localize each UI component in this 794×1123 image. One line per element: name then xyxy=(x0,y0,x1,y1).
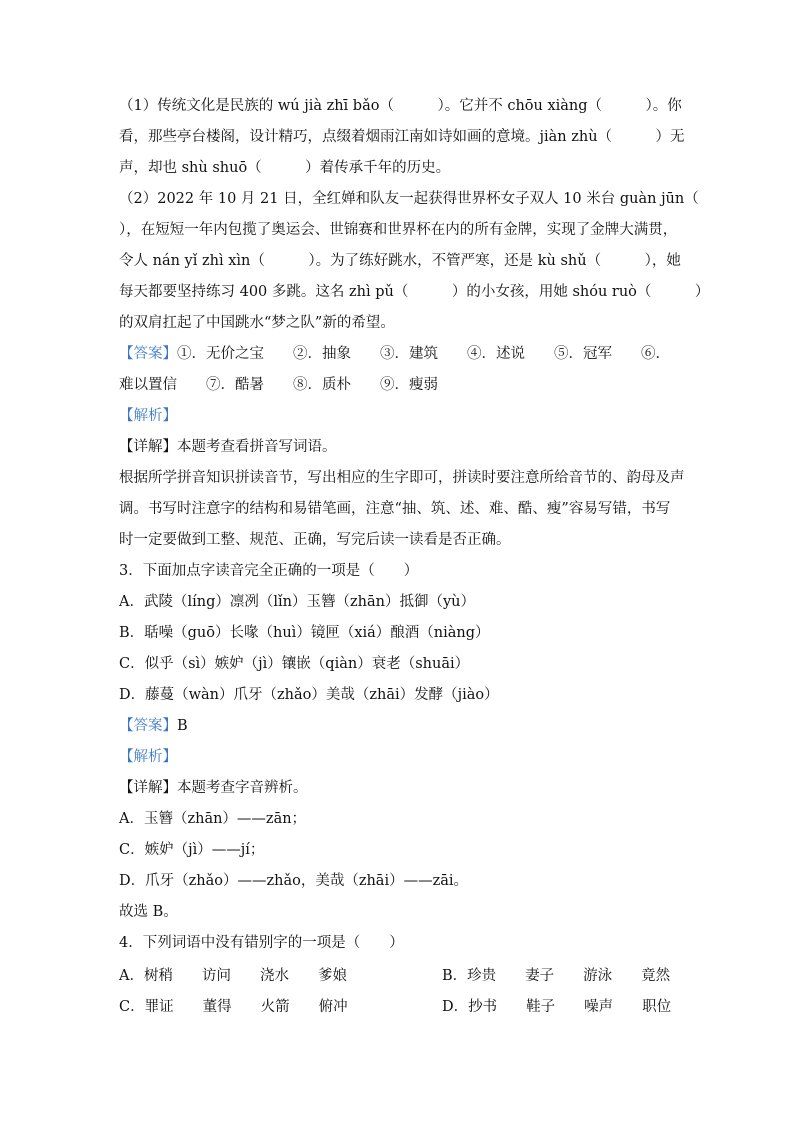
q2-line-8: 的双肩扛起了中国跳水“梦之队”新的希望。 xyxy=(119,315,395,331)
answer-text: ①．无价之宝 ②．抽象 ③．建筑 ④．述说 ⑤．冠军 ⑥． xyxy=(177,346,670,362)
q3-answer-line xyxy=(119,716,188,736)
q4-stem: 4．下列词语中没有错别字的一项是（ ） xyxy=(119,935,404,951)
q2-line-7: 每天都要坚持练习 400 多跳。这名 zhì pǔ（ ）的小女孩，用她 shóu ruò（ ） xyxy=(119,284,710,300)
explain-line-a: A．玉簪（zhān）——zān； xyxy=(119,811,307,827)
q2-line-1: （1）传统文化是民族的 wú jià zhī bǎo（ ）。它并不 chōu xiàng（ ）。你 xyxy=(119,98,682,114)
q2-line-3: 声，却也 shù shuō（ ）着传承千年的历史。 xyxy=(119,160,451,176)
analysis-tag: 【解析】 xyxy=(119,408,177,424)
q3-option-c: C．似乎（sì）嫉妒（jì）镶嵌（qiàn）衰老（shuāi） xyxy=(119,656,470,672)
q4-option-d: D．抄书 鞋子 噪声 职位 xyxy=(442,999,672,1015)
q2-answer-line-1 xyxy=(119,344,670,364)
q2-line-2: 看，那些亭台楼阁，设计精巧，点缀着烟雨江南如诗如画的意境。jiàn zhù（ ）无 xyxy=(119,129,685,145)
q2-line-4: （2）2022 年 10 月 21 日，全红婵和队友一起获得世界杯女子双人 10 米台 guàn jūn（ xyxy=(119,191,699,207)
explain-line-2: 调。书写时注意字的结构和易错笔画，注意“抽、筑、述、难、酷、瘦”容易写错，书写 xyxy=(119,501,671,517)
q4-option-c: C．罪证 董得 火箭 俯冲 xyxy=(119,999,348,1015)
answer-tag: 【答案】 xyxy=(119,346,177,362)
explain-line-1: 根据所学拼音知识拼读音节，写出相应的生字即可，拼读时要注意所给音节的、韵母及声 xyxy=(119,470,685,486)
explain-line-d: D．爪牙（zhǎo）——zhǎo，美哉（zhāi）——zāi。 xyxy=(119,873,469,889)
q4-option-a: A．树稍 访问 浇水 爹娘 xyxy=(119,968,347,984)
explain-line-3: 时一定要做到工整、规范、正确，写完后读一读看是否正确。 xyxy=(119,532,511,548)
detail-label: 【详解】本题考查字音辨析。 xyxy=(119,780,308,796)
q4-option-b: B．珍贵 妻子 游泳 竟然 xyxy=(442,968,671,984)
answer-tag: 【答案】 xyxy=(119,718,177,734)
explain-conclusion: 故选 B。 xyxy=(119,904,178,920)
detail-label: 【详解】本题考查看拼音写词语。 xyxy=(119,439,337,455)
q2-answer-line-2: 难以置信 ⑦．酷暑 ⑧．质朴 ⑨．瘦弱 xyxy=(119,377,438,393)
q3-option-d: D．藤蔓（wàn）爪牙（zhǎo）美哉（zhāi）发酵（jiào） xyxy=(119,687,499,703)
explain-line-c: C．嫉妒（jì）——jí； xyxy=(119,842,265,858)
q3-option-a: A．武陵（líng）凛冽（lǐn）玉簪（zhān）抵御（yù） xyxy=(119,594,475,610)
q2-line-5: ），在短短一年内包揽了奥运会、世锦赛和世界杯在内的所有金牌，实现了金牌大满贯， xyxy=(119,222,678,238)
q2-line-6: 令人 nán yǐ zhì xìn（ ）。为了练好跳水，不管严寒，还是 kù shǔ（ ），她 xyxy=(119,253,681,269)
q3-stem: 3．下面加点字读音完全正确的一项是（ ） xyxy=(119,563,419,579)
analysis-tag: 【解析】 xyxy=(119,749,177,765)
answer-value: B xyxy=(177,718,188,734)
q3-option-b: B．聒噪（guō）长喙（huì）镜匣（xiá）酿酒（niàng） xyxy=(119,625,490,641)
